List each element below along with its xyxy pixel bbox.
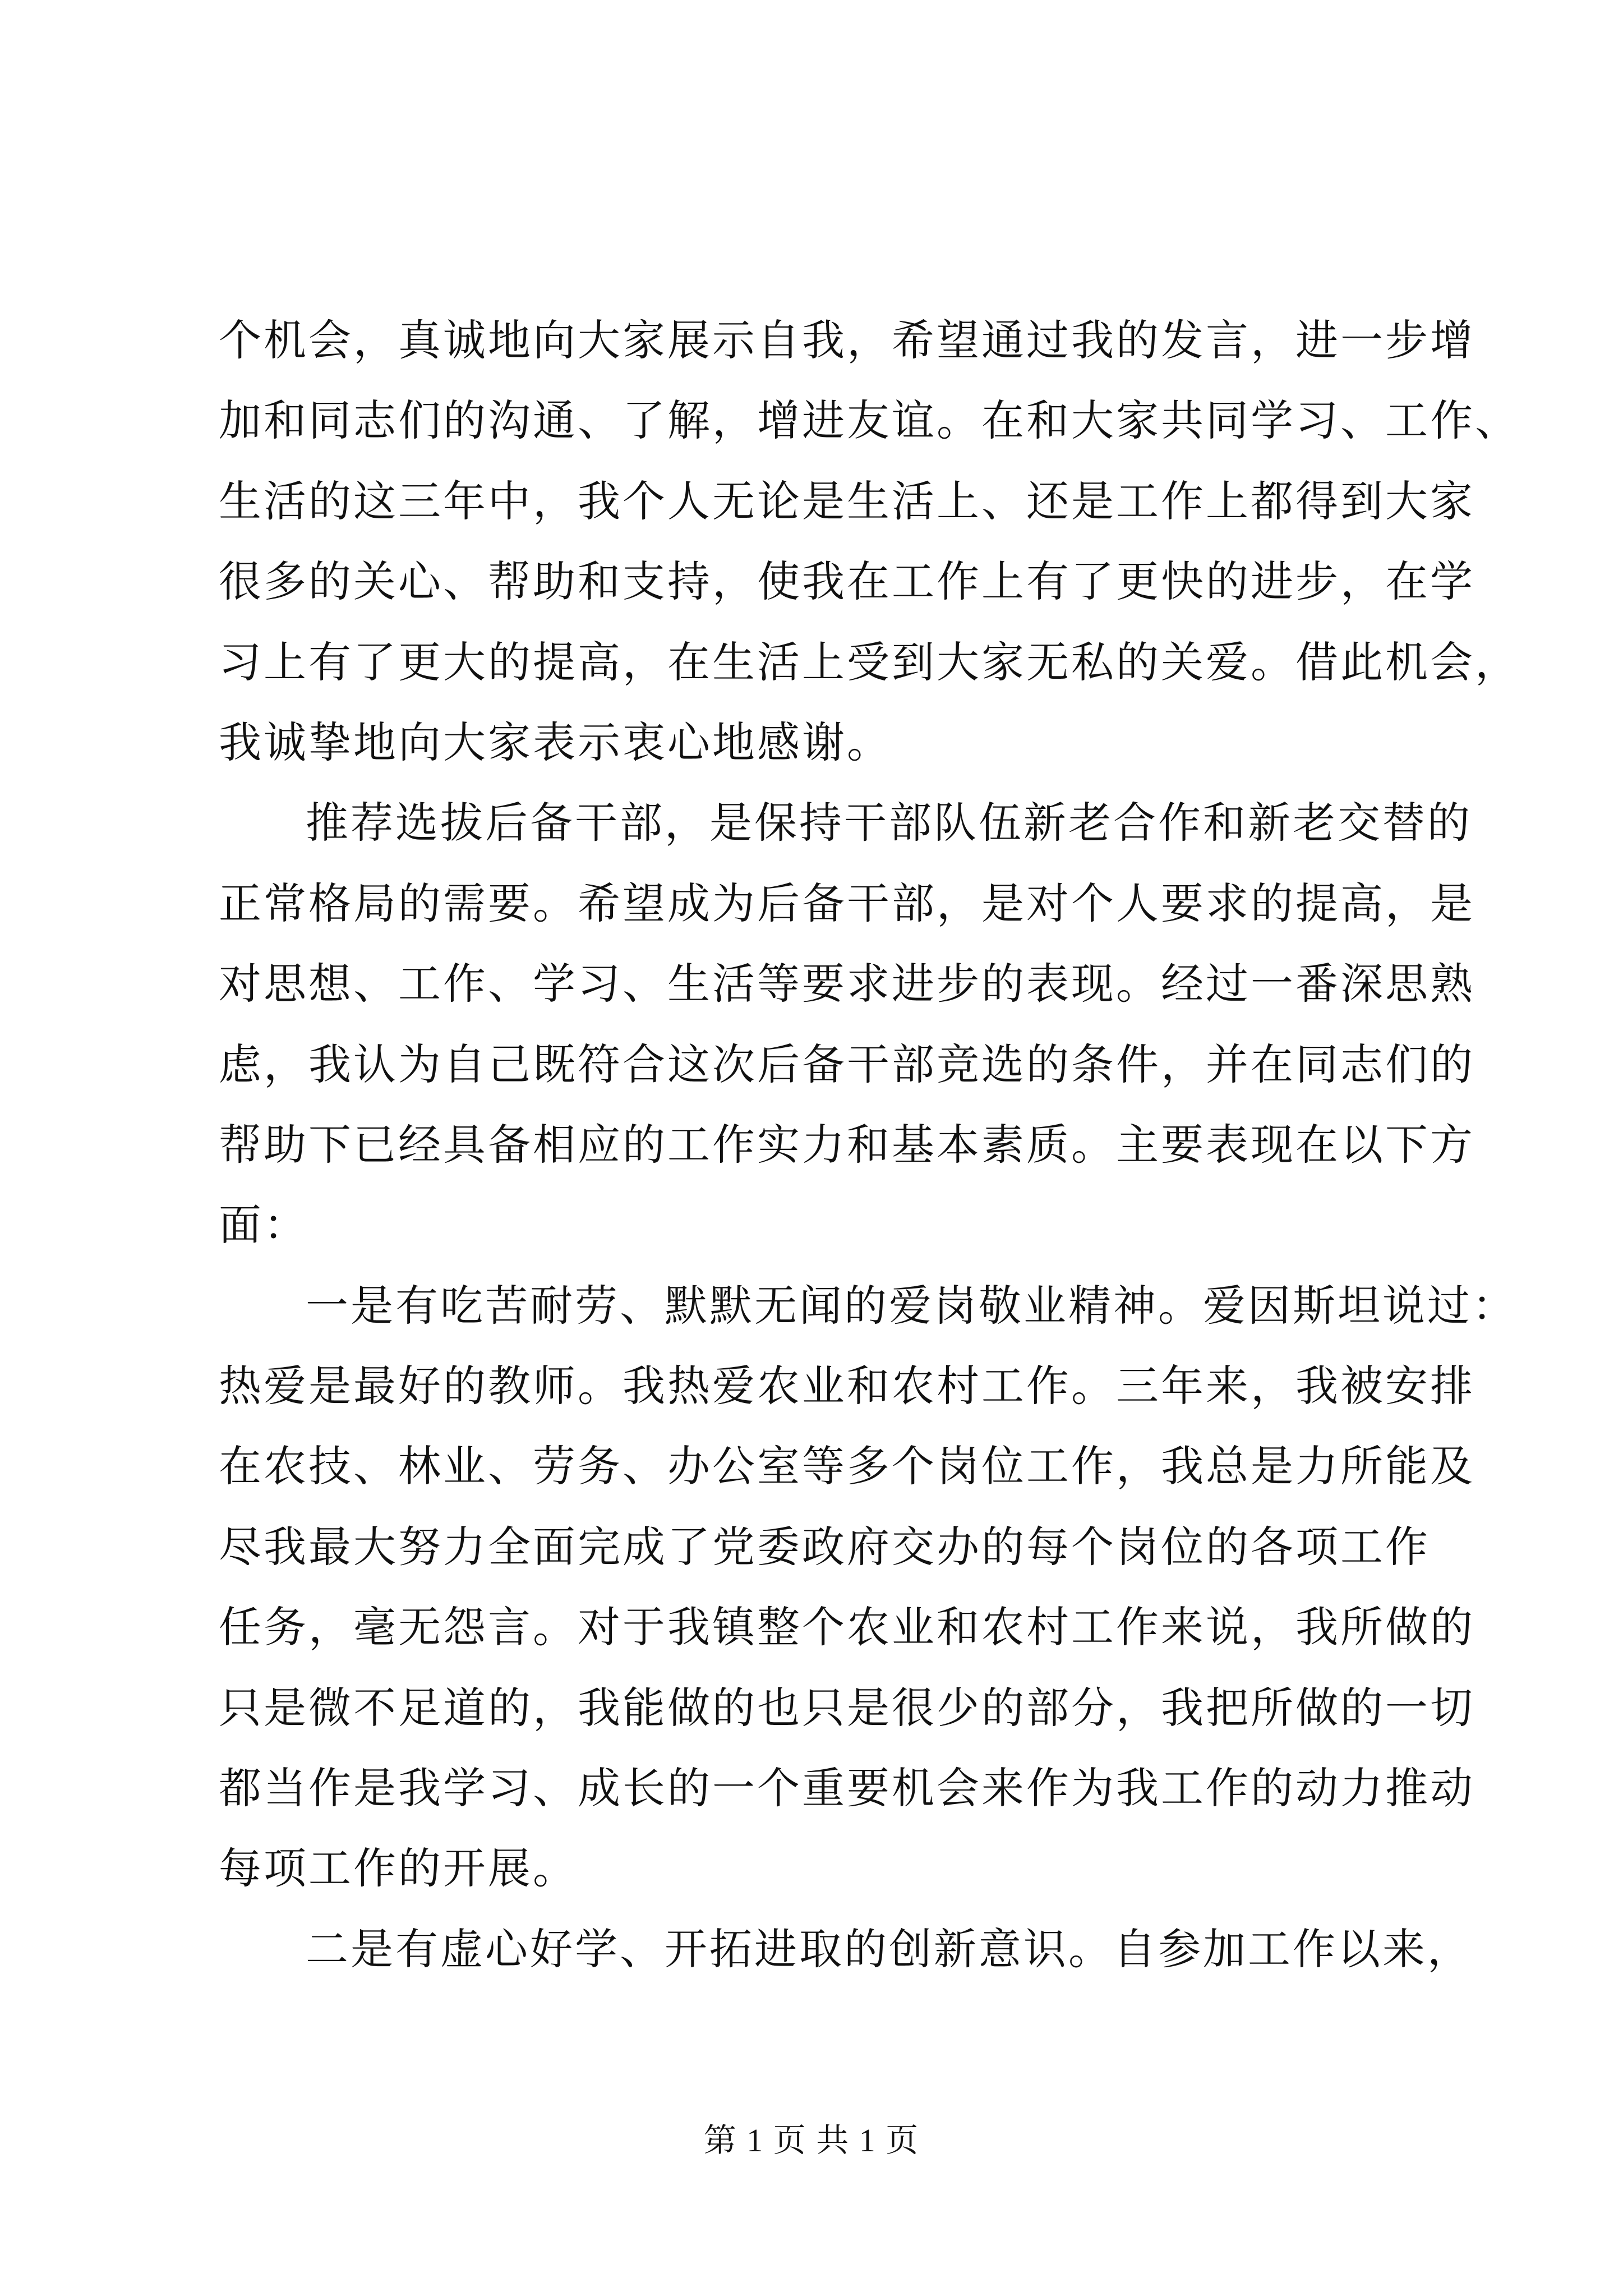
text-line: 正常格局的需要。希望成为后备干部，是对个人要求的提高，是 bbox=[219, 878, 1475, 928]
text-line: 加和同志们的沟通、了解，增进友谊。在和大家共同学习、工作、 bbox=[219, 395, 1520, 446]
text-line: 二是有虚心好学、开拓进取的创新意识。自参加工作以来， bbox=[306, 1924, 1472, 1974]
text-line: 每项工作的开展。 bbox=[219, 1843, 578, 1894]
text-line: 只是微不足道的，我能做的也只是很少的部分，我把所做的一切 bbox=[219, 1682, 1475, 1733]
text-line: 对思想、工作、学习、生活等要求进步的表现。经过一番深思熟 bbox=[219, 959, 1475, 1009]
text-line: 习上有了更大的提高，在生活上受到大家无私的关爱。借此机会， bbox=[219, 637, 1520, 687]
page-number-label: 第 1 页 共 1 页 bbox=[703, 2122, 920, 2159]
text-line: 任务，毫无怨言。对于我镇整个农业和农村工作来说，我所做的 bbox=[219, 1602, 1475, 1653]
text-line: 都当作是我学习、成长的一个重要机会来作为我工作的动力推动 bbox=[219, 1763, 1475, 1814]
paragraph-3 bbox=[219, 1266, 1517, 1909]
paragraph-1 bbox=[219, 300, 1520, 783]
text-line: 推荐选拔后备干部，是保持干部队伍新老合作和新老交替的 bbox=[306, 798, 1472, 848]
text-line: 生活的这三年中，我个人无论是生活上、还是工作上都得到大家 bbox=[219, 476, 1475, 526]
text-line: 在农技、林业、劳务、办公室等多个岗位工作，我总是力所能及 bbox=[219, 1441, 1475, 1492]
text-line: 一是有吃苦耐劳、默默无闻的爱岗敬业精神。爱因斯坦说过： bbox=[306, 1280, 1517, 1331]
paragraph-4 bbox=[219, 1909, 1472, 1989]
page-footer bbox=[0, 2114, 1623, 2161]
text-line: 热爱是最好的教师。我热爱农业和农村工作。三年来，我被安排 bbox=[219, 1361, 1475, 1411]
text-line: 虑，我认为自己既符合这次后备干部竞选的条件，并在同志们的 bbox=[219, 1039, 1475, 1089]
text-line: 尽我最大努力全面完成了党委政府交办的每个岗位的各项工作 bbox=[219, 1521, 1430, 1572]
text-line: 帮助下已经具备相应的工作实力和基本素质。主要表现在以下方 bbox=[219, 1119, 1475, 1170]
text-line: 个机会，真诚地向大家展示自我，希望通过我的发言，进一步增 bbox=[219, 315, 1475, 365]
paragraph-2 bbox=[219, 783, 1475, 1265]
text-line: 我诚挚地向大家表示衷心地感谢。 bbox=[219, 717, 892, 767]
text-line: 面： bbox=[219, 1200, 308, 1250]
document-body bbox=[219, 300, 1520, 1989]
text-line: 很多的关心、帮助和支持，使我在工作上有了更快的进步，在学 bbox=[219, 556, 1475, 607]
